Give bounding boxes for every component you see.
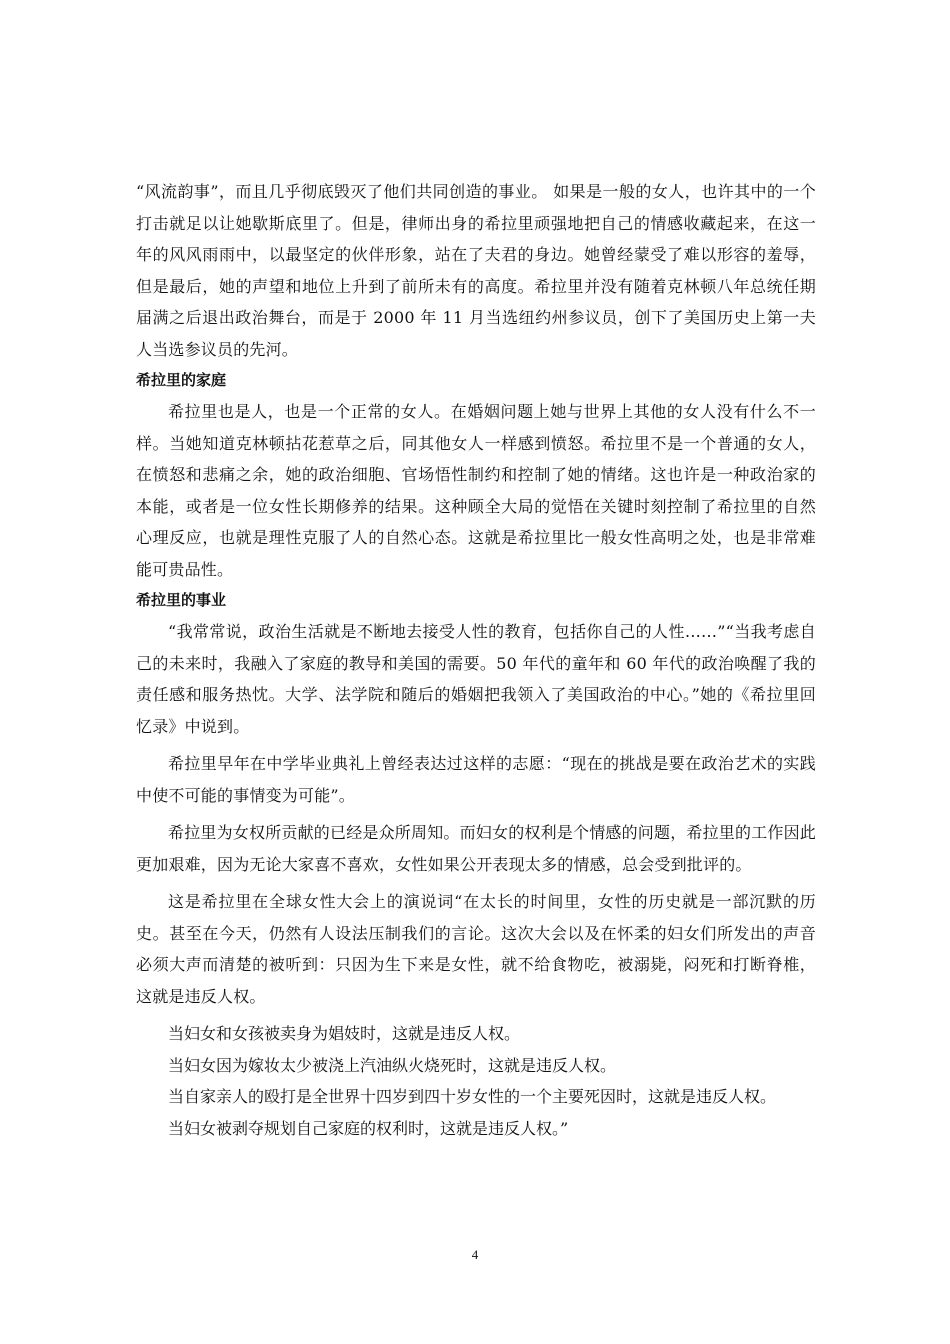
speech-line-1: 当妇女和女孩被卖身为娼妓时，这就是违反人权。 xyxy=(168,1024,521,1043)
section-heading-family: 希拉里的家庭 xyxy=(136,371,227,389)
speech-line-3: 当自家亲人的殴打是全世界十四岁到四十岁女性的一个主要死因时，这就是违反人权。 xyxy=(168,1087,777,1106)
speech-line-2: 当妇女因为嫁妆太少被浇上汽油纵火烧死时，这就是违反人权。 xyxy=(168,1055,617,1075)
paragraph-family: 希拉里也是人，也是一个正常的女人。在婚姻问题上她与世界上其他的女人没有什么不一样。当她知道克林顿拈花惹草之后，同其他女人一样感到愤怒。希拉里不是一个普通的女人，在愤怒和悲痛之余，她的政治细胞、官场悟性制约和控制了她的情绪。这也许是一种政治家的本能，或者是一位女性长期修养的结果。这种顾全大局的觉悟在关键时刻控制了希拉里的自然心理反应，也就是理性克服了人的自然心态。这就是希拉里比一般女性高明之处，也是非常难能可贵品性。 xyxy=(136,402,816,579)
paragraph-speech: 这是希拉里在全球女性大会上的演说词“在太长的时间里，女性的历史就是一部沉默的历史。甚至在今天，仍然有人设法压制我们的言论。这次大会以及在怀柔的妇女们所发出的声音必须大声而清楚的被听到：只因为生下来是女性，就不给食物吃，被溺毙，闷死和打断脊椎，这就是违反人权。 xyxy=(136,892,816,1006)
section-heading-career: 希拉里的事业 xyxy=(136,591,227,609)
paragraph-intro: “风流韵事”，而且几乎彻底毁灭了他们共同创造的事业。 如果是一般的女人，也许其中的一个打击就足以让她歇斯底里了。但是，律师出身的希拉里顽强地把自己的情感收藏起来，在这一年的风风雨雨中，以最坚定的伙伴形象，站在了夫君的身边。她曾经蒙受了难以形容的羞辱，但是最后，她的声望和地位上升到了前所未有的高度。希拉里并没有随着克林顿八年总统任期届满之后退出政治舞台，而是于 2000 年 11 月当选纽约州参议员，创下了美国历史上第一夫人当选参议员的先河。 xyxy=(136,182,816,359)
speech-line-4: 当妇女被剥夺规划自己家庭的权利时，这就是违反人权。” xyxy=(168,1118,569,1138)
page-number: 4 xyxy=(471,1247,479,1262)
paragraph-graduation: 希拉里早年在中学毕业典礼上曾经表达过这样的志愿：“现在的挑战是要在政治艺术的实践中使不可能的事情变为可能”。 xyxy=(136,754,816,805)
paragraph-career-quote: “我常常说，政治生活就是不断地去接受人性的教育，包括你自己的人性……”“当我考虑自己的未来时，我融入了家庭的教导和美国的需要。50 年代的童年和 60 年代的政治唤醒了我的责任感和服务热忱。大学、法学院和随后的婚姻把我领入了美国政治的中心。”她的《希拉里回忆录》中说到。 xyxy=(136,622,816,736)
document-body xyxy=(136,176,816,1144)
paragraph-women-rights: 希拉里为女权所贡献的已经是众所周知。而妇女的权利是个情感的问题，希拉里的工作因此更加艰难，因为无论大家喜不喜欢，女性如果公开表现太多的情感，总会受到批评的。 xyxy=(136,823,817,874)
